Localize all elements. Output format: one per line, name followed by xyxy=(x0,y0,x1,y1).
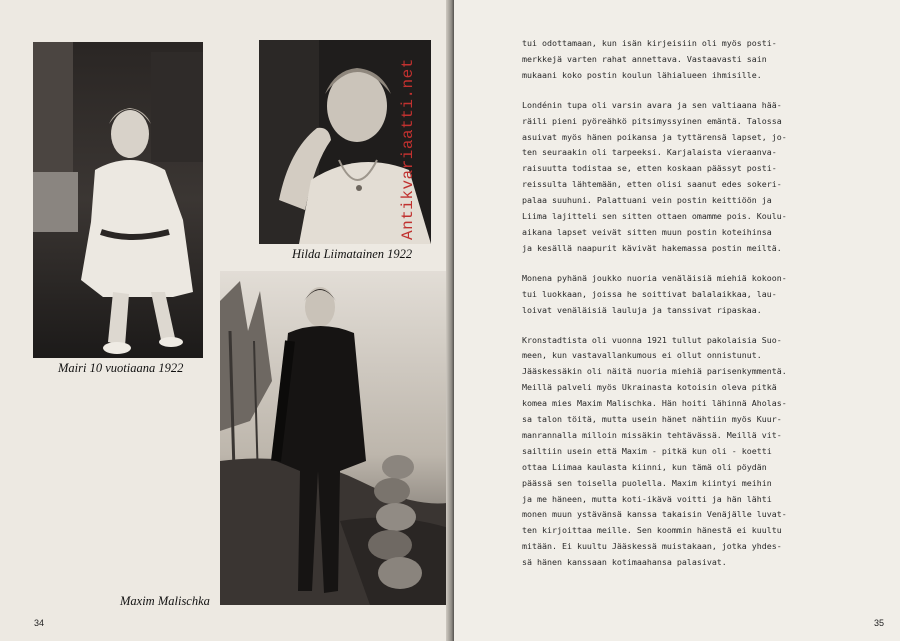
text-line: ten kirjoittaa meille. Sen koommin hänestä ei kuultu xyxy=(522,525,782,536)
text-line: tui odottamaan, kun isän kirjeisiin oli myös posti- xyxy=(522,38,777,48)
text-line: mukaani koko postin koulun lähialueen ihmisille. xyxy=(522,69,762,80)
text-line: ja me häneen, mutta koti-ikävä voitti ja hän lähti xyxy=(522,493,772,504)
text-line: palaa suuhuni. Palattuani vein postin keittiöön ja xyxy=(522,195,772,206)
text-line: räili pieni pyöreähkö pitsimyssyinen emäntä. Talossa xyxy=(522,115,782,126)
text-line: ja kesällä naapurit kävivät hakemassa postin meiltä. xyxy=(522,242,782,253)
page-number-left: 34 xyxy=(34,618,45,628)
caption-mairi: Mairi 10 vuotiaana 1922 xyxy=(58,361,184,375)
text-line: Londénin tupa oli varsin avara ja sen valtiaana hää- xyxy=(522,99,782,110)
text-line: reissulta lähtemään, etten olisi saanut edes sokeri- xyxy=(522,179,782,190)
paragraph xyxy=(522,36,842,84)
text-line: Jääskessäkin oli näitä nuoria miehiä parisenkymmentä. xyxy=(522,366,787,377)
text-line: Kronstadtista oli vuonna 1921 tullut pakolaisia Suo- xyxy=(522,334,782,345)
text-line: loivat venäläisiä lauluja ja tanssivat ripaskaa. xyxy=(522,304,762,315)
text-line: raisuutta todistaa se, etten koskaan päässyt posti- xyxy=(522,163,777,174)
photo-maxim xyxy=(220,271,458,605)
text-line: päässä sen toisella puolella. Maxim kiintyi meihin xyxy=(522,477,772,488)
paragraph xyxy=(522,333,842,572)
body-text xyxy=(522,36,842,585)
page-number-right: 35 xyxy=(874,618,885,628)
text-line: sä hänen kanssaan kotimaahansa palasivat. xyxy=(522,557,727,568)
text-line: tui luokkaan, joissa he soittivat balalaikkaa, lau- xyxy=(522,288,777,299)
paragraph xyxy=(522,271,842,319)
text-line: sa talon töitä, mutta usein hänet nähtiin myös Kuur- xyxy=(522,414,782,425)
caption-maxim: Maxim Malischka xyxy=(120,594,210,608)
text-line: meen, kun vastavallankumous ei ollut onnistunut. xyxy=(522,350,762,361)
text-line: asuivat myös hänen poikansa ja tyttärensä lapset, jo- xyxy=(522,131,787,142)
text-line: ten seuraakin oli tarpeeksi. Karjalaista vieraanva- xyxy=(522,147,777,158)
text-line: sailtiin usein että Maxim - pitkä kun oli - koetti xyxy=(522,445,772,456)
text-line: manrannalla milloin missäkin tehtävässä. Meillä vit- xyxy=(522,429,782,440)
text-line: Liima lajitteli sen sitten ottaen omamme pois. Koulu- xyxy=(522,211,787,222)
text-line: ottaa Liimaa kaulasta kiinni, kun tämä oli pöydän xyxy=(522,461,767,472)
text-line: mitään. Ei kuultu Jääskessä muistakaan, jotka yhdes- xyxy=(522,541,782,552)
text-line: aikana lapset veivät sitten muun postin koteihinsa xyxy=(522,226,772,237)
text-line: komea mies Maxim Malischka. Hän hoiti lähinnä Aholas- xyxy=(522,398,787,409)
text-line: monen muun ystävänsä kanssa takaisin Venäjälle luvat- xyxy=(522,509,787,520)
paragraph xyxy=(522,98,842,257)
photo-mairi xyxy=(33,42,203,358)
text-line: merkkejä varten rahat annettava. Vastaavasti sain xyxy=(522,53,767,64)
watermark: Antikvariaatti.net xyxy=(399,58,417,240)
caption-hilda: Hilda Liimatainen 1922 xyxy=(292,247,413,261)
text-line: Meillä palveli myös Ukrainasta kotoisin oleva pitkä xyxy=(522,382,777,393)
text-line: Monena pyhänä joukko nuoria venäläisiä miehiä kokoon- xyxy=(522,272,787,283)
